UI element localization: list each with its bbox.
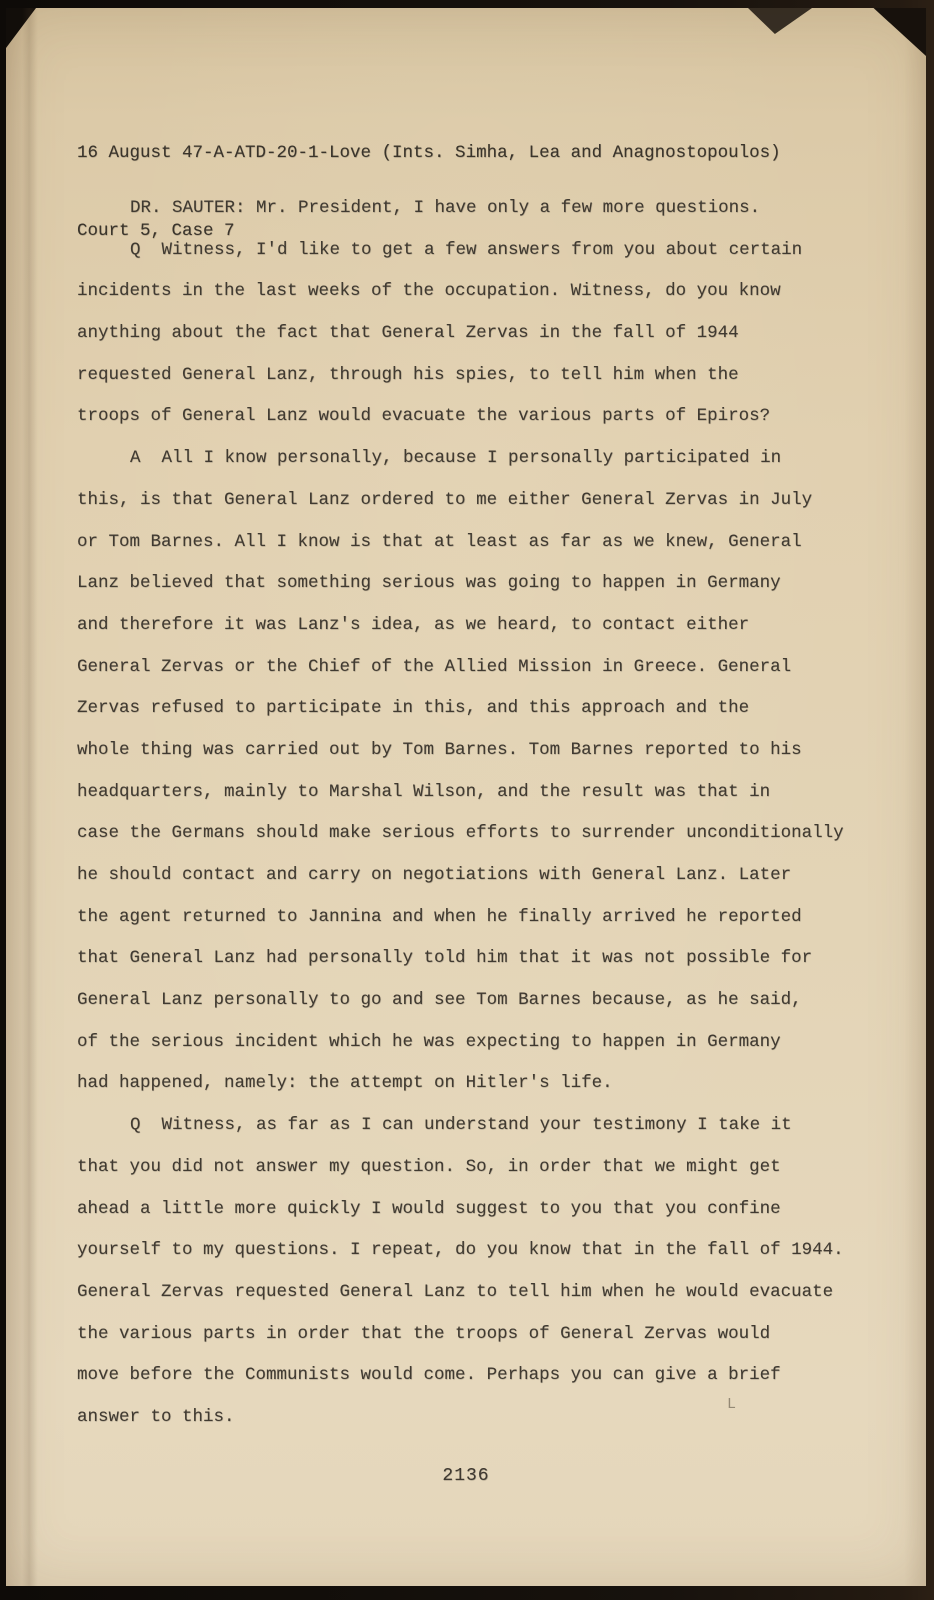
- header-line-dictation-id: 16 August 47-A-ATD-20-1-Love (Ints. Simha, Lea and Anagnostopoulos): [77, 143, 781, 163]
- transcript-line: this, is that General Lanz ordered to me either General Zervas in July: [77, 489, 813, 510]
- transcript-line: he should contact and carry on negotiations with General Lanz. Later: [77, 865, 792, 885]
- transcript-line: or Tom Barnes. All I know is that at least as far as we knew, General: [77, 531, 802, 552]
- transcript-line: General Zervas or the Chief of the Allied Mission in Greece. General: [77, 656, 792, 677]
- transcript-line: whole thing was carried out by Tom Barnes. Tom Barnes reported to his: [77, 739, 802, 760]
- transcript-line: A All I know personally, because I personally participated in: [130, 448, 782, 469]
- paper-crease: [22, 8, 38, 1586]
- transcript-line: headquarters, mainly to Marshal Wilson, and the result was that in: [77, 781, 771, 802]
- transcript-line: yourself to my questions. I repeat, do you know that in the fall of 1944.: [77, 1240, 844, 1261]
- transcript-line: and therefore it was Lanz's idea, as we heard, to contact either: [77, 614, 750, 635]
- scan-edge-shadow: [748, 8, 812, 34]
- transcript-line: that you did not answer my question. So, in order that we might get: [77, 1156, 781, 1177]
- scan-corner-mark-top-right: [862, 8, 926, 56]
- transcript-line: troops of General Lanz would evacuate the various parts of Epiros?: [77, 406, 771, 427]
- header-line-court-case: Court 5, Case 7: [77, 221, 235, 241]
- transcript-line: that General Lanz had personally told him that it was not possible for: [77, 948, 813, 969]
- transcript-line: answer to this.: [77, 1406, 235, 1427]
- transcript-line: case the Germans should make serious efforts to surrender unconditionally: [77, 823, 844, 844]
- transcript-line: Q Witness, I'd like to get a few answers from you about certain: [130, 239, 803, 260]
- transcript-line: General Lanz personally to go and see Tom Barnes because, as he said,: [77, 990, 802, 1011]
- transcript-line: General Zervas requested General Lanz to tell him when he would evacuate: [77, 1281, 834, 1302]
- transcript-line: Lanz believed that something serious was going to happen in Germany: [77, 573, 781, 594]
- transcript-line: the agent returned to Jannina and when he finally arrived he reported: [77, 906, 802, 927]
- transcript-body: [77, 188, 844, 1439]
- transcript-line: had happened, namely: the attempt on Hitler's life.: [77, 1073, 613, 1094]
- transcript-line: anything about the fact that General Zervas in the fall of 1944: [77, 323, 739, 344]
- stray-mark: L: [727, 1396, 737, 1413]
- transcript-line: Q Witness, as far as I can understand your testimony I take it: [130, 1115, 792, 1136]
- page-number: 2136: [442, 1466, 490, 1486]
- transcript-line: of the serious incident which he was expecting to happen in Germany: [77, 1031, 781, 1052]
- transcript-line: move before the Communists would come. Perhaps you can give a brief: [77, 1365, 781, 1386]
- transcript-line: incidents in the last weeks of the occupation. Witness, do you know: [77, 281, 781, 302]
- transcript-line: the various parts in order that the troops of General Zervas would: [77, 1323, 771, 1344]
- transcript-line: Zervas refused to participate in this, and this approach and the: [77, 698, 750, 719]
- transcript-line: requested General Lanz, through his spies, to tell him when the: [77, 364, 739, 385]
- transcript-line: DR. SAUTER: Mr. President, I have only a few more questions.: [130, 198, 761, 218]
- transcript-line: ahead a little more quickly I would suggest to you that you confine: [77, 1198, 781, 1219]
- document-page: [6, 8, 926, 1586]
